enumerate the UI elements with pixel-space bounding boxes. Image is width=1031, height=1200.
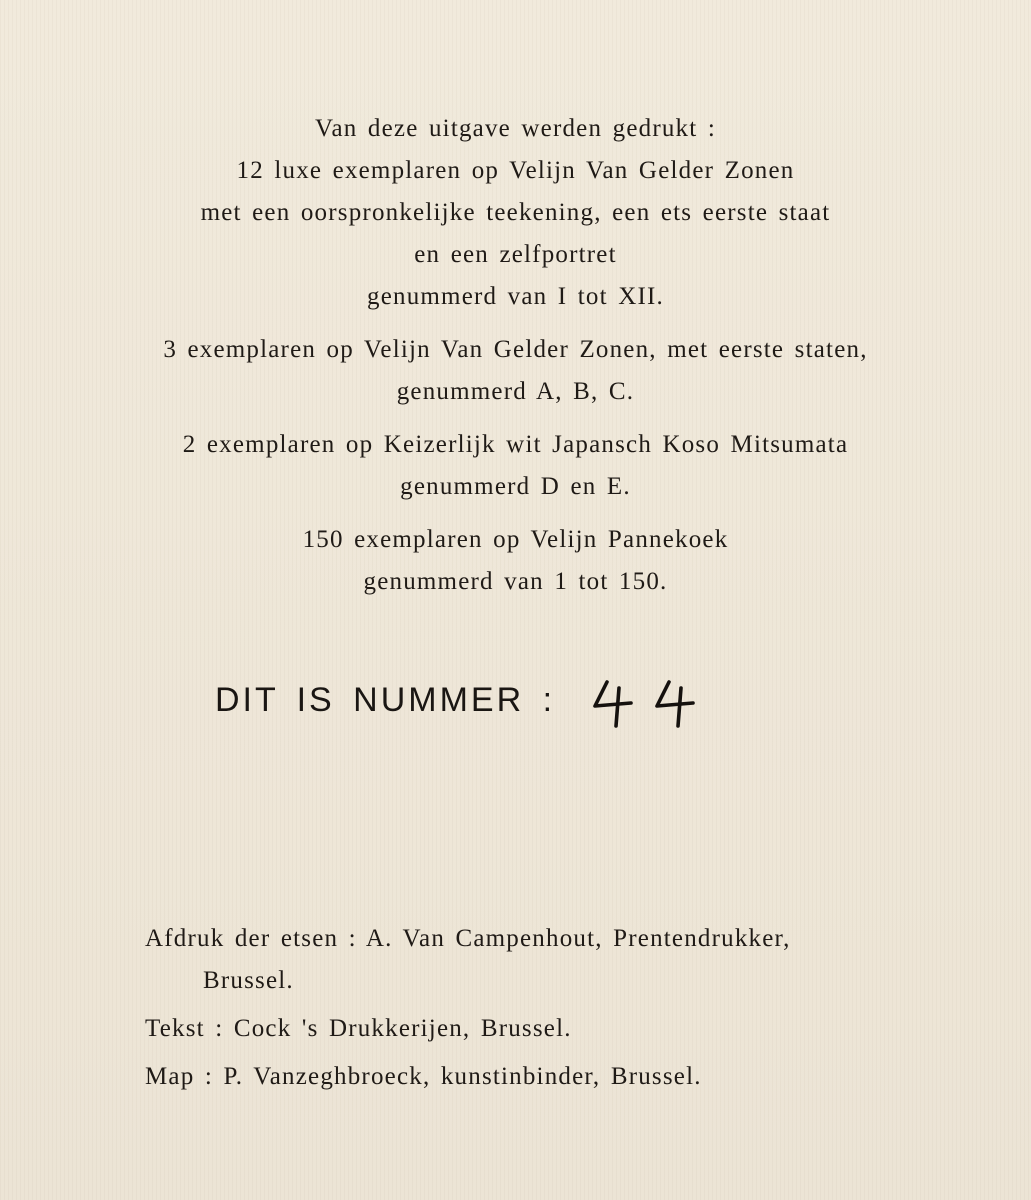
- japan-paper-edition-block: [0, 424, 1031, 508]
- production-credits: [145, 918, 965, 1098]
- copy-number-label: DIT IS NUMMER :: [215, 680, 556, 719]
- first-state-copies-line: 3 exemplaren op Velijn Van Gelder Zonen, met eerste staten,: [163, 336, 868, 363]
- etchings-printer-credit: Afdruk der etsen : A. Van Campenhout, Prentendrukker,: [145, 925, 791, 952]
- edition-intro-line: Van deze uitgave werden gedrukt :: [315, 115, 716, 142]
- first-state-edition-block: [0, 329, 1031, 413]
- luxe-extras-line: met een oorspronkelijke teekening, een ets eerste staat: [200, 199, 831, 226]
- regular-copies-line: 150 exemplaren op Velijn Pannekoek: [302, 526, 729, 553]
- regular-edition-block: [0, 519, 1031, 603]
- edition-statement: [0, 108, 1031, 614]
- text-printer-credit: Tekst : Cock 's Drukkerijen, Brussel.: [145, 1015, 572, 1042]
- japan-paper-copies-line: 2 exemplaren op Keizerlijk wit Japansch Koso Mitsumata: [182, 431, 849, 458]
- copy-number-row: [215, 670, 709, 730]
- luxe-numbering-line: genummerd van I tot XII.: [367, 283, 664, 310]
- luxe-portrait-line: en een zelfportret: [414, 241, 617, 268]
- japan-paper-numbering-line: genummerd D en E.: [400, 473, 631, 500]
- luxe-copies-line: 12 luxe exemplaren op Velijn Van Gelder Zonen: [236, 157, 795, 184]
- regular-numbering-line: genummerd van 1 tot 150.: [363, 568, 668, 595]
- binder-credit: Map : P. Vanzeghbroeck, kunstinbinder, Brussel.: [145, 1063, 702, 1090]
- handwritten-number-drawing: [589, 670, 709, 730]
- luxe-edition-block: [0, 108, 1031, 318]
- handwritten-copy-number: [589, 670, 709, 730]
- etchings-printer-city: Brussel.: [203, 967, 294, 994]
- first-state-numbering-line: genummerd A, B, C.: [396, 378, 635, 405]
